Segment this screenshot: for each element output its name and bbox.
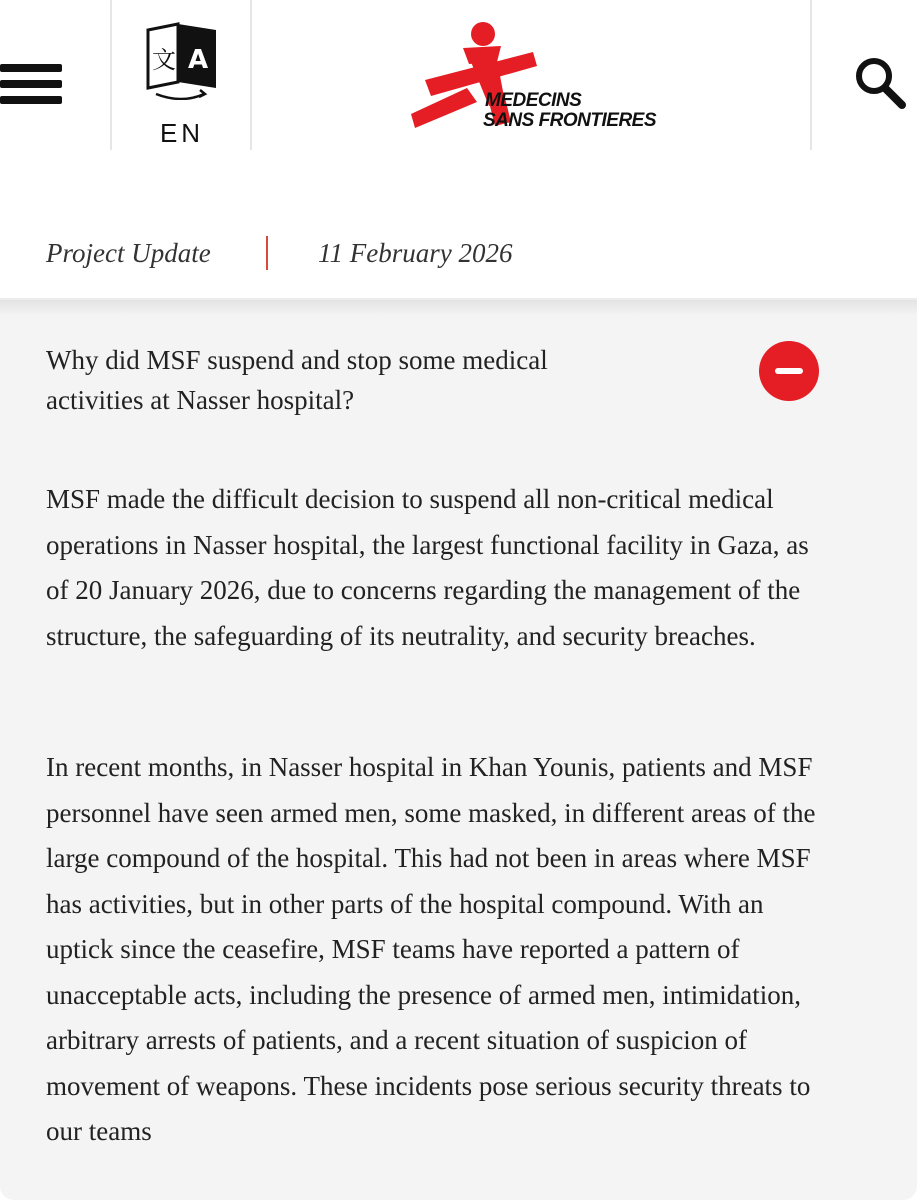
article-date: 11 February 2026 [318, 238, 513, 268]
svg-text:A: A [188, 45, 209, 75]
collapse-button[interactable] [759, 341, 819, 401]
faq-section [0, 300, 917, 1200]
msf-logo[interactable] [405, 18, 675, 138]
logo-text-line1: MEDECINS [485, 90, 582, 111]
language-code: EN [159, 118, 205, 148]
menu-icon-bar [0, 96, 62, 104]
meta-separator [266, 236, 268, 270]
menu-icon-bar [0, 80, 62, 88]
menu-icon-bar [0, 64, 62, 72]
search-button[interactable] [850, 50, 916, 120]
faq-answer-paragraph: MSF made the difficult decision to suspend all non-critical medical operations in Nasser hospital, the largest functional facility in Gaza, as of 20 January 2026, due to concerns regarding the management of the structure, the safeguarding of its neutrality, and security breaches. [46, 484, 809, 651]
header-divider [250, 0, 252, 150]
menu-button[interactable] [0, 60, 70, 110]
site-header [0, 0, 917, 170]
minus-icon [775, 368, 803, 374]
article-type: Project Update [46, 238, 211, 268]
faq-question[interactable]: Why did MSF suspend and stop some medical activities at Nasser hospital? [46, 345, 548, 415]
search-icon [850, 50, 910, 110]
faq-answer-paragraph: In recent months, in Nasser hospital in Khan Younis, patients and MSF personnel have seen armed men, some masked, in different areas of the large compound of the hospital. This had not been in areas where MSF has activities, but in other parts of the hospital compound. With an uptick since the ceasefire, MSF teams have reported a pattern of unacceptable acts, including the presence of armed men, intimidation, arbitrary arrests of patients, and a recent situation of suspicion of movement of weapons. These incidents pose serious security threats to our teams [46, 752, 816, 1146]
logo-text-line2: SANS FRONTIERES [483, 110, 657, 131]
language-switcher[interactable] [112, 0, 252, 160]
translate-icon [142, 20, 222, 100]
article-meta [0, 170, 917, 300]
header-divider [810, 0, 812, 150]
svg-text:文: 文 [152, 46, 176, 74]
